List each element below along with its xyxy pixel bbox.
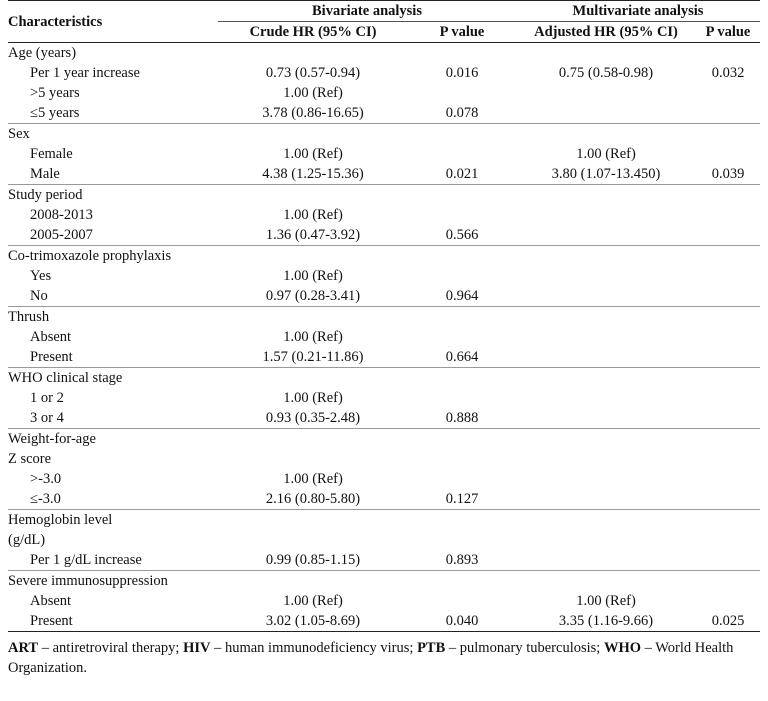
p-value-multivariate-cell <box>696 489 760 510</box>
row-label: 3 or 4 <box>30 410 64 426</box>
header-bivariate: Bivariate analysis <box>218 1 516 22</box>
crude-hr-cell: 1.00 (Ref) <box>283 85 343 101</box>
table-row <box>8 225 760 246</box>
table-row <box>8 164 760 185</box>
row-label: Present <box>30 349 73 365</box>
p-value-bivariate-cell <box>408 205 516 225</box>
table-row <box>8 489 760 510</box>
group-header-row <box>8 368 760 389</box>
table-row <box>8 591 760 611</box>
group-header-row-continued <box>8 449 760 469</box>
header-row-1 <box>8 1 760 22</box>
p-value-bivariate-cell <box>408 144 516 164</box>
group-label: WHO clinical stage <box>8 370 123 386</box>
row-label: >-3.0 <box>30 471 62 487</box>
p-value-multivariate-cell <box>696 266 760 286</box>
group-label: Age (years) <box>8 45 77 61</box>
adjusted-hr-cell: 3.80 (1.07-13.450) <box>551 166 661 182</box>
table-row <box>8 611 760 632</box>
crude-hr-cell: 1.00 (Ref) <box>283 390 343 406</box>
p-value-bivariate-cell: 0.040 <box>408 611 516 632</box>
group-header-row <box>8 571 760 592</box>
group-header-row <box>8 124 760 145</box>
adjusted-hr-cell <box>516 83 696 103</box>
adjusted-hr-cell <box>516 225 696 246</box>
header-characteristics: Characteristics <box>8 1 218 43</box>
p-value-multivariate-cell <box>696 144 760 164</box>
group-label: Study period <box>8 187 83 203</box>
p-value-bivariate-cell: 0.016 <box>445 65 479 81</box>
footnote-abbreviation: WHO <box>603 640 641 656</box>
adjusted-hr-cell <box>516 286 696 307</box>
footnote-definition: – human immunodeficiency virus; <box>210 640 418 656</box>
table-row <box>8 266 760 286</box>
p-value-bivariate-cell <box>408 83 516 103</box>
p-value-multivariate-cell: 0.025 <box>696 611 760 632</box>
p-value-bivariate-cell: 0.664 <box>445 349 479 365</box>
adjusted-hr-cell: 0.75 (0.58-0.98) <box>558 65 654 81</box>
crude-hr-cell: 0.99 (0.85-1.15) <box>265 552 361 568</box>
p-value-multivariate-cell <box>696 388 760 408</box>
crude-hr-cell: 1.00 (Ref) <box>283 268 343 284</box>
p-value-bivariate-cell <box>408 591 516 611</box>
row-label: ≤-3.0 <box>30 491 61 507</box>
adjusted-hr-cell <box>516 103 696 124</box>
crude-hr-cell: 1.00 (Ref) <box>283 593 343 609</box>
crude-hr-cell: 0.93 (0.35-2.48) <box>265 410 361 426</box>
p-value-bivariate-cell: 0.127 <box>445 491 479 507</box>
row-label: Per 1 g/dL increase <box>30 552 142 568</box>
footnote-abbreviation: PTB <box>417 640 446 656</box>
row-label: 2008-2013 <box>30 207 93 223</box>
group-label: Weight-for-age <box>8 431 96 447</box>
footnote-abbreviation: ART <box>8 640 39 656</box>
p-value-multivariate-cell <box>696 469 760 489</box>
table-row <box>8 63 760 83</box>
row-label: Male <box>30 166 60 182</box>
crude-hr-cell: 1.00 (Ref) <box>283 146 343 162</box>
p-value-multivariate-cell <box>696 225 760 246</box>
group-label: Severe immunosuppression <box>8 573 168 589</box>
footnote-definition: – antiretroviral therapy; <box>38 640 184 656</box>
table-row <box>8 327 760 347</box>
p-value-multivariate-cell <box>696 408 760 429</box>
table-row <box>8 286 760 307</box>
row-label: 2005-2007 <box>30 227 93 243</box>
p-value-multivariate-cell <box>696 103 760 124</box>
header-p-value-bivariate: P value <box>408 22 516 43</box>
row-label: 1 or 2 <box>30 390 64 406</box>
crude-hr-cell: 2.16 (0.80-5.80) <box>265 491 361 507</box>
crude-hr-cell: 1.36 (0.47-3.92) <box>265 227 361 243</box>
row-label: No <box>30 288 48 304</box>
adjusted-hr-cell: 1.00 (Ref) <box>576 593 636 609</box>
row-label: Female <box>30 146 73 162</box>
table-row <box>8 469 760 489</box>
adjusted-hr-cell <box>516 347 696 368</box>
p-value-bivariate-cell <box>408 266 516 286</box>
crude-hr-cell: 1.00 (Ref) <box>283 329 343 345</box>
group-header-row <box>8 510 760 531</box>
p-value-bivariate-cell <box>408 327 516 347</box>
p-value-bivariate-cell: 0.964 <box>445 288 479 304</box>
p-value-bivariate-cell: 0.021 <box>445 166 479 182</box>
adjusted-hr-cell <box>516 388 696 408</box>
group-header-row <box>8 429 760 450</box>
p-value-multivariate-cell <box>696 286 760 307</box>
adjusted-hr-cell <box>516 408 696 429</box>
crude-hr-cell: 1.00 (Ref) <box>283 207 343 223</box>
p-value-bivariate-cell <box>408 388 516 408</box>
group-label: Co-trimoxazole prophylaxis <box>8 248 172 264</box>
crude-hr-cell: 0.73 (0.57-0.94) <box>265 65 361 81</box>
group-header-row <box>8 246 760 267</box>
table-footnote <box>8 638 760 678</box>
row-label: Yes <box>30 268 52 284</box>
table-row <box>8 144 760 164</box>
table-row <box>8 388 760 408</box>
crude-hr-cell: 1.57 (0.21-11.86) <box>262 349 364 365</box>
row-label: ≤5 years <box>30 105 80 121</box>
p-value-bivariate-cell: 0.888 <box>445 410 479 426</box>
crude-hr-cell: 0.97 (0.28-3.41) <box>265 288 361 304</box>
group-label: Hemoglobin level <box>8 512 113 528</box>
table-row <box>8 83 760 103</box>
footnote-definition: – pulmonary tuberculosis; <box>445 640 604 656</box>
p-value-multivariate-cell: 0.039 <box>711 166 745 182</box>
row-label: Present <box>8 611 218 632</box>
adjusted-hr-cell <box>516 205 696 225</box>
hazard-ratio-table <box>8 0 760 632</box>
p-value-multivariate-cell: 0.032 <box>711 65 745 81</box>
group-header-row-continued <box>8 530 760 550</box>
adjusted-hr-cell <box>516 266 696 286</box>
group-header-row <box>8 185 760 206</box>
header-adjusted-hr: Adjusted HR (95% CI) <box>516 22 696 43</box>
footnote-abbreviation: HIV <box>183 640 211 656</box>
p-value-multivariate-cell <box>696 347 760 368</box>
crude-hr-cell: 1.00 (Ref) <box>283 471 343 487</box>
p-value-bivariate-cell: 0.566 <box>445 227 479 243</box>
p-value-bivariate-cell <box>408 469 516 489</box>
adjusted-hr-cell <box>516 489 696 510</box>
group-label: Sex <box>8 126 30 142</box>
crude-hr-cell: 3.02 (1.05-8.69) <box>218 611 408 632</box>
table-row <box>8 408 760 429</box>
adjusted-hr-cell: 3.35 (1.16-9.66) <box>516 611 696 632</box>
group-label-line2: Z score <box>8 451 52 467</box>
p-value-multivariate-cell <box>696 83 760 103</box>
header-crude-hr: Crude HR (95% CI) <box>218 22 408 43</box>
row-label: Per 1 year increase <box>30 65 140 81</box>
crude-hr-cell: 4.38 (1.25-15.36) <box>262 166 364 182</box>
adjusted-hr-cell <box>516 327 696 347</box>
group-header-row <box>8 43 760 64</box>
p-value-bivariate-cell: 0.078 <box>445 105 479 121</box>
header-multivariate: Multivariate analysis <box>516 1 760 22</box>
table-row <box>8 347 760 368</box>
table-row <box>8 103 760 124</box>
footnote-definition: – World Health Organization. <box>8 640 734 676</box>
adjusted-hr-cell <box>516 469 696 489</box>
adjusted-hr-cell <box>516 550 696 571</box>
group-label: Thrush <box>8 309 50 325</box>
table-row <box>8 550 760 571</box>
p-value-multivariate-cell <box>696 327 760 347</box>
row-label: Absent <box>30 329 72 345</box>
adjusted-hr-cell: 1.00 (Ref) <box>576 146 636 162</box>
p-value-multivariate-cell <box>696 591 760 611</box>
group-header-row <box>8 307 760 328</box>
p-value-multivariate-cell <box>696 550 760 571</box>
group-label-line2: (g/dL) <box>8 532 46 548</box>
p-value-multivariate-cell <box>696 205 760 225</box>
p-value-bivariate-cell: 0.893 <box>445 552 479 568</box>
table-row <box>8 205 760 225</box>
row-label: Absent <box>30 593 72 609</box>
crude-hr-cell: 3.78 (0.86-16.65) <box>262 105 364 121</box>
row-label: >5 years <box>30 85 80 101</box>
header-p-value-multivariate: P value <box>696 22 760 43</box>
